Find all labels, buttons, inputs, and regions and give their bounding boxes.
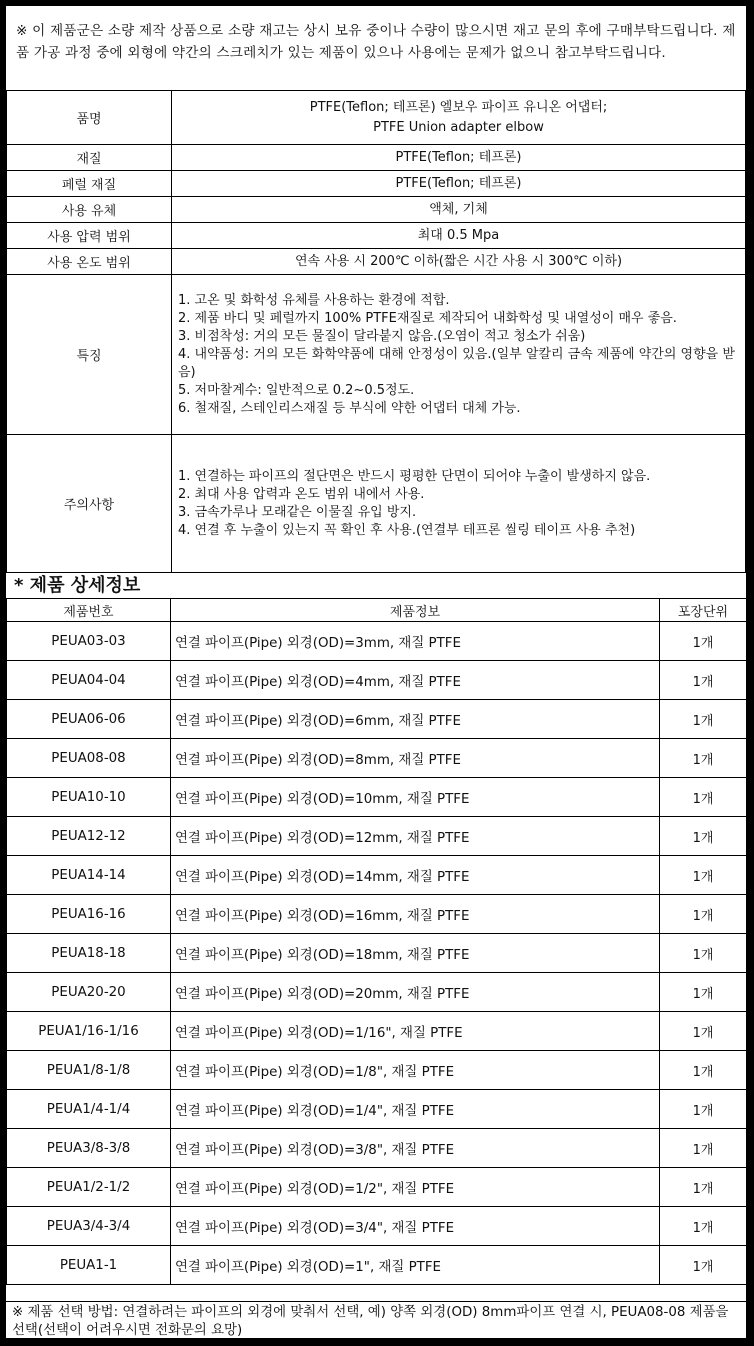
product-info: 연결 파이프(Pipe) 외경(OD)=18mm, 재질 PTFE: [171, 934, 660, 973]
product-info: 연결 파이프(Pipe) 외경(OD)=8mm, 재질 PTFE: [171, 739, 660, 778]
table-row: [7, 817, 747, 856]
product-number: PEUA20-20: [7, 973, 171, 1012]
package-unit: 1개: [660, 1129, 747, 1168]
feature-item: 4. 내약품성: 거의 모든 화학약품에 대해 안정성이 있음.(일부 알칼리 금속 제품에 약간의 영향을 받음): [178, 346, 735, 380]
table-row: [7, 778, 747, 817]
feature-item: 5. 저마찰계수: 일반적으로 0.2~0.5정도.: [178, 382, 415, 398]
feature-item: 6. 철재질, 스테인리스재질 등 부식에 약한 어댑터 대체 가능.: [178, 400, 521, 416]
product-info: 연결 파이프(Pipe) 외경(OD)=20mm, 재질 PTFE: [171, 973, 660, 1012]
table-row: [7, 895, 747, 934]
product-info: 연결 파이프(Pipe) 외경(OD)=1/4", 재질 PTFE: [171, 1090, 660, 1129]
product-number: PEUA08-08: [7, 739, 171, 778]
section-title: * 제품 상세정보: [6, 572, 746, 598]
spec-label-features: 특징: [7, 275, 172, 435]
spec-label-name: 품명: [7, 91, 172, 145]
table-row: [7, 1129, 747, 1168]
product-number: PEUA1/2-1/2: [7, 1168, 171, 1207]
package-unit: 1개: [660, 973, 747, 1012]
package-unit: 1개: [660, 895, 747, 934]
spec-label-material: 재질: [7, 145, 172, 171]
product-number: PEUA06-06: [7, 700, 171, 739]
product-info: 연결 파이프(Pipe) 외경(OD)=3mm, 재질 PTFE: [171, 622, 660, 661]
package-unit: 1개: [660, 1051, 747, 1090]
product-number: PEUA1-1: [7, 1246, 171, 1285]
product-info: 연결 파이프(Pipe) 외경(OD)=16mm, 재질 PTFE: [171, 895, 660, 934]
product-info: 연결 파이프(Pipe) 외경(OD)=3/4", 재질 PTFE: [171, 1207, 660, 1246]
table-row: [7, 1246, 747, 1285]
product-number: PEUA04-04: [7, 661, 171, 700]
product-number: PEUA18-18: [7, 934, 171, 973]
caution-item: 2. 최대 사용 압력과 온도 범위 내에서 사용.: [178, 486, 425, 502]
features-list: [172, 275, 746, 435]
caution-item: 4. 연결 후 누출이 있는지 꼭 확인 후 사용.(연결부 테프론 씰링 테이프 사용 추천): [178, 522, 636, 538]
product-number: PEUA14-14: [7, 856, 171, 895]
spec-value-material: PTFE(Teflon; 테프론): [172, 145, 746, 171]
table-row: [7, 1012, 747, 1051]
product-number: PEUA1/16-1/16: [7, 1012, 171, 1051]
caution-list: [172, 435, 746, 573]
package-unit: 1개: [660, 1012, 747, 1051]
product-number: PEUA12-12: [7, 817, 171, 856]
package-unit: 1개: [660, 1246, 747, 1285]
spec-value-ferrule: PTFE(Teflon; 테프론): [172, 171, 746, 197]
product-info: 연결 파이프(Pipe) 외경(OD)=1/8", 재질 PTFE: [171, 1051, 660, 1090]
product-table-header: [7, 599, 747, 622]
selection-notice: ※ 제품 선택 방법: 연결하려는 파이프의 외경에 맞춰서 선택, 예) 양쪽 외경(OD) 8mm파이프 연결 시, PEUA08-08 제품을 선택(선택이 어려우시면 전화문의 요망): [6, 1301, 746, 1338]
product-number: PEUA1/4-1/4: [7, 1090, 171, 1129]
caution-item: 1. 연결하는 파이프의 절단면은 반드시 평평한 단면이 되어야 누출이 발생하지 않음.: [178, 468, 651, 484]
package-unit: 1개: [660, 700, 747, 739]
package-unit: 1개: [660, 1207, 747, 1246]
spec-value-pressure: 최대 0.5 Mpa: [172, 223, 746, 249]
table-row: [7, 739, 747, 778]
product-info: 연결 파이프(Pipe) 외경(OD)=6mm, 재질 PTFE: [171, 700, 660, 739]
product-number: PEUA16-16: [7, 895, 171, 934]
package-unit: 1개: [660, 1168, 747, 1207]
product-number: PEUA1/8-1/8: [7, 1051, 171, 1090]
product-info: 연결 파이프(Pipe) 외경(OD)=14mm, 재질 PTFE: [171, 856, 660, 895]
product-number: PEUA03-03: [7, 622, 171, 661]
header-product-number: 제품번호: [7, 599, 171, 622]
product-number: PEUA10-10: [7, 778, 171, 817]
product-info: 연결 파이프(Pipe) 외경(OD)=1/2", 재질 PTFE: [171, 1168, 660, 1207]
product-info: 연결 파이프(Pipe) 외경(OD)=1", 재질 PTFE: [171, 1246, 660, 1285]
header-package-unit: 포장단위: [660, 599, 747, 622]
product-info: 연결 파이프(Pipe) 외경(OD)=4mm, 재질 PTFE: [171, 661, 660, 700]
product-table: [6, 598, 747, 1285]
product-info: 연결 파이프(Pipe) 외경(OD)=3/8", 재질 PTFE: [171, 1129, 660, 1168]
caution-item: 3. 금속가루나 모래같은 이물질 유입 방지.: [178, 504, 417, 520]
spec-label-fluid: 사용 유체: [7, 197, 172, 223]
spec-label-temperature: 사용 온도 범위: [7, 249, 172, 275]
spec-value-fluid: 액체, 기체: [172, 197, 746, 223]
package-unit: 1개: [660, 661, 747, 700]
product-name-korean: PTFE(Teflon; 테프론) 엘보우 파이프 유니온 어댑터;: [309, 99, 608, 115]
package-unit: 1개: [660, 1090, 747, 1129]
product-info-sheet: [4, 4, 748, 1340]
package-unit: 1개: [660, 856, 747, 895]
table-row: [7, 1207, 747, 1246]
product-name-english: PTFE Union adapter elbow: [373, 119, 544, 135]
feature-item: 2. 제품 바디 및 페럴까지 100% PTFE재질로 제작되어 내화학성 및 내열성이 매우 좋음.: [178, 310, 677, 326]
package-unit: 1개: [660, 739, 747, 778]
spec-value-temperature: 연속 사용 시 200℃ 이하(짧은 시간 사용 시 300℃ 이하): [172, 249, 746, 275]
stock-notice: ※ 이 제품군은 소량 제작 상품으로 소량 재고는 상시 보유 중이나 수량이 많으시면 재고 문의 후에 구매부탁드립니다. 제품 가공 과정 중에 외형에 약간의 스크레치가 있는 제품이 있으나 사용에는 문제가 없으니 참고부탁드립니다.: [16, 23, 736, 61]
product-info: 연결 파이프(Pipe) 외경(OD)=10mm, 재질 PTFE: [171, 778, 660, 817]
product-info: 연결 파이프(Pipe) 외경(OD)=1/16", 재질 PTFE: [171, 1012, 660, 1051]
spec-label-ferrule: 페럴 재질: [7, 171, 172, 197]
table-row: [7, 700, 747, 739]
product-number: PEUA3/8-3/8: [7, 1129, 171, 1168]
table-row: [7, 973, 747, 1012]
package-unit: 1개: [660, 934, 747, 973]
package-unit: 1개: [660, 817, 747, 856]
spec-label-caution: 주의사항: [7, 435, 172, 573]
product-info: 연결 파이프(Pipe) 외경(OD)=12mm, 재질 PTFE: [171, 817, 660, 856]
spec-table: [6, 90, 746, 573]
feature-item: 1. 고온 및 화학성 유체를 사용하는 환경에 적합.: [178, 292, 450, 308]
table-row: [7, 1051, 747, 1090]
table-row: [7, 934, 747, 973]
feature-item: 3. 비점착성: 거의 모든 물질이 달라붙지 않음.(오염이 적고 청소가 쉬움): [178, 328, 586, 344]
table-row: [7, 661, 747, 700]
spec-value-name: [172, 91, 746, 145]
header-product-info: 제품정보: [171, 599, 660, 622]
table-row: [7, 856, 747, 895]
product-number: PEUA3/4-3/4: [7, 1207, 171, 1246]
spec-label-pressure: 사용 압력 범위: [7, 223, 172, 249]
table-row: [7, 622, 747, 661]
table-row: [7, 1168, 747, 1207]
package-unit: 1개: [660, 778, 747, 817]
package-unit: 1개: [660, 622, 747, 661]
table-row: [7, 1090, 747, 1129]
